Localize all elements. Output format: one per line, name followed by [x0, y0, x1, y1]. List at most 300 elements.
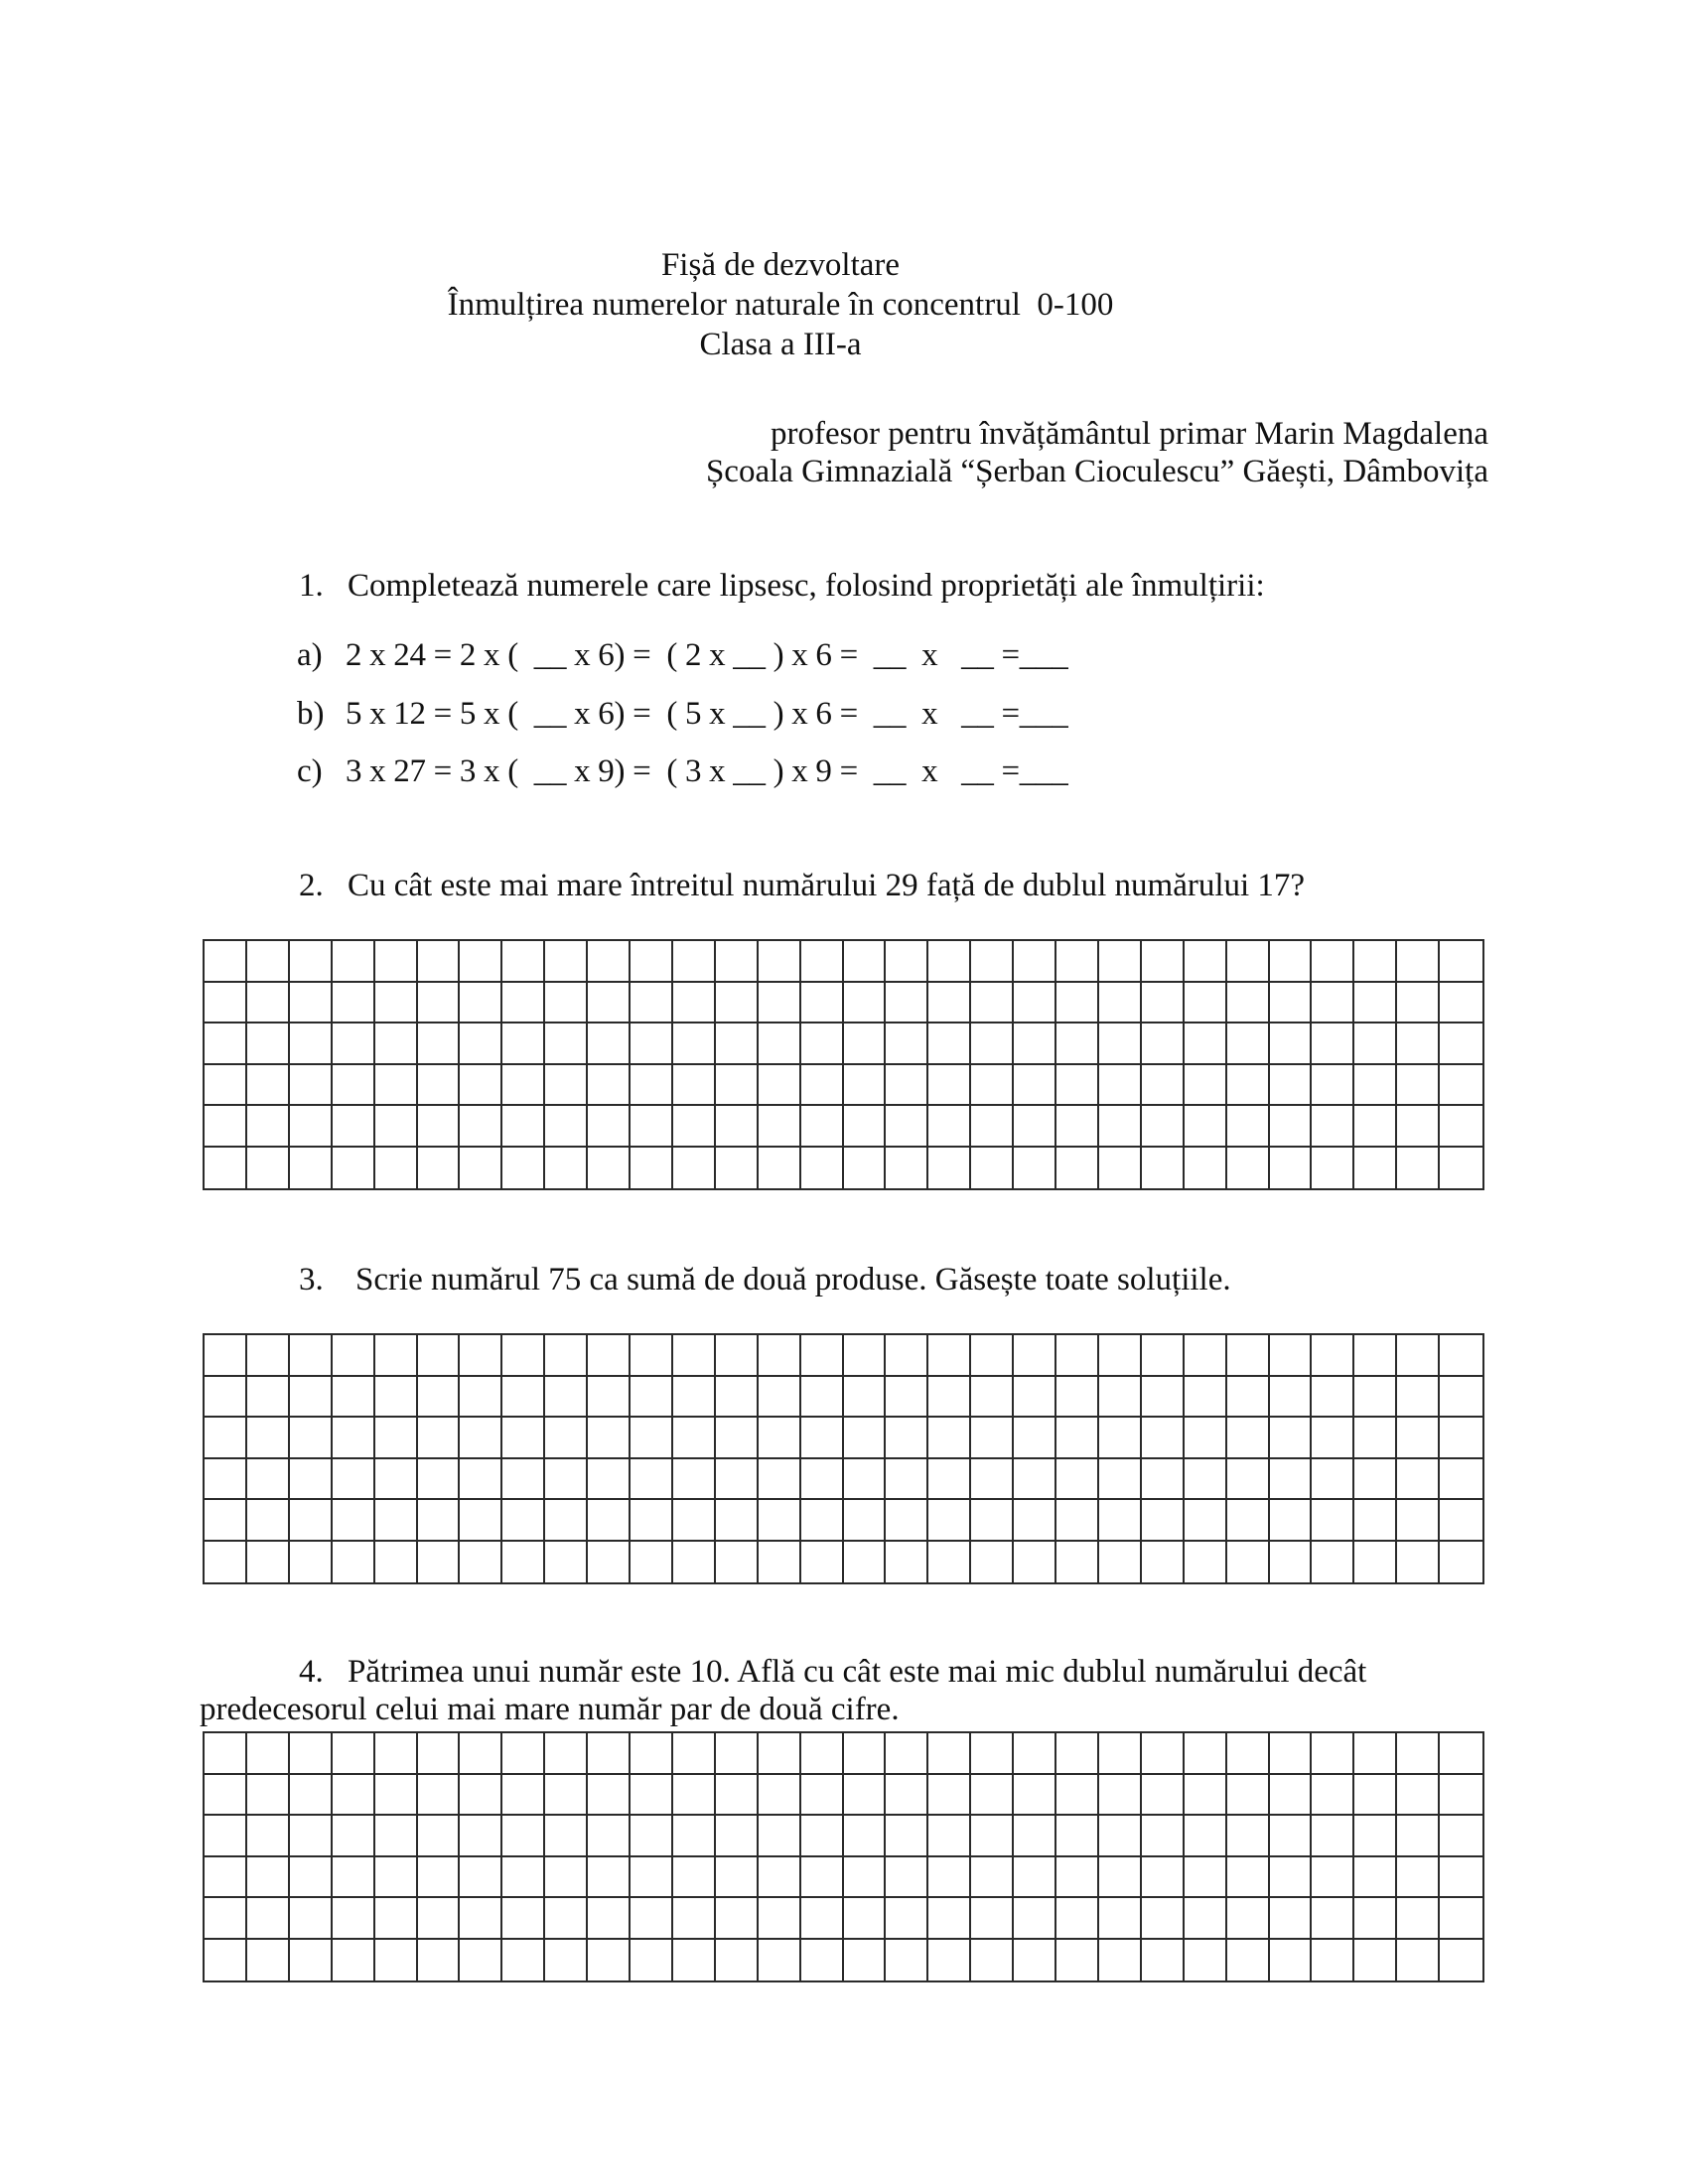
grid-cell[interactable] [801, 1065, 844, 1107]
grid-cell[interactable] [1312, 1733, 1354, 1775]
grid-cell[interactable] [333, 1816, 375, 1857]
grid-cell[interactable] [1397, 1500, 1440, 1542]
grid-cell[interactable] [1227, 1542, 1270, 1583]
grid-cell[interactable] [844, 1857, 887, 1899]
grid-cell[interactable] [545, 1065, 588, 1107]
grid-cell[interactable] [1099, 1898, 1142, 1940]
grid-cell[interactable] [1056, 941, 1099, 983]
grid-cell[interactable] [759, 1816, 801, 1857]
grid-cell[interactable] [844, 1733, 887, 1775]
grid-cell[interactable] [545, 1106, 588, 1148]
grid-cell[interactable] [460, 1106, 502, 1148]
grid-cell[interactable] [460, 1775, 502, 1817]
grid-cell[interactable] [1354, 983, 1397, 1024]
grid-cell[interactable] [1270, 1065, 1313, 1107]
grid-cell[interactable] [1185, 1733, 1227, 1775]
grid-cell[interactable] [375, 1940, 418, 1981]
grid-cell[interactable] [801, 1459, 844, 1501]
grid-cell[interactable] [1312, 1024, 1354, 1065]
grid-cell[interactable] [631, 1459, 673, 1501]
grid-cell[interactable] [1185, 1106, 1227, 1148]
grid-cell[interactable] [1056, 1065, 1099, 1107]
grid-cell[interactable] [801, 1816, 844, 1857]
grid-cell[interactable] [290, 1377, 333, 1419]
grid-cell[interactable] [333, 1418, 375, 1459]
grid-cell[interactable] [1440, 1418, 1482, 1459]
grid-cell[interactable] [1354, 1898, 1397, 1940]
grid-cell[interactable] [1056, 1106, 1099, 1148]
grid-cell[interactable] [1185, 1816, 1227, 1857]
grid-cell[interactable] [801, 1377, 844, 1419]
grid-cell[interactable] [290, 1148, 333, 1189]
grid-cell[interactable] [545, 1542, 588, 1583]
grid-cell[interactable] [716, 1106, 759, 1148]
grid-cell[interactable] [1185, 1418, 1227, 1459]
grid-cell[interactable] [1099, 1857, 1142, 1899]
grid-cell[interactable] [716, 1418, 759, 1459]
grid-cell[interactable] [1056, 1335, 1099, 1377]
grid-cell[interactable] [1354, 1377, 1397, 1419]
grid-cell[interactable] [971, 1733, 1014, 1775]
grid-cell[interactable] [1142, 1106, 1185, 1148]
grid-cell[interactable] [1227, 1857, 1270, 1899]
grid-cell[interactable] [1142, 1024, 1185, 1065]
grid-cell[interactable] [928, 1459, 971, 1501]
grid-cell[interactable] [1099, 1024, 1142, 1065]
grid-cell[interactable] [545, 1500, 588, 1542]
grid-cell[interactable] [1440, 1857, 1482, 1899]
grid-cell[interactable] [1227, 1377, 1270, 1419]
grid-cell[interactable] [759, 941, 801, 983]
grid-cell[interactable] [844, 1940, 887, 1981]
grid-cell[interactable] [1354, 1024, 1397, 1065]
grid-cell[interactable] [460, 1898, 502, 1940]
grid-cell[interactable] [1227, 1733, 1270, 1775]
grid-cell[interactable] [1142, 1898, 1185, 1940]
grid-cell[interactable] [886, 1775, 928, 1817]
grid-cell[interactable] [460, 1335, 502, 1377]
grid-cell[interactable] [502, 1418, 545, 1459]
grid-cell[interactable] [1056, 1775, 1099, 1817]
grid-cell[interactable] [801, 1500, 844, 1542]
grid-cell[interactable] [844, 1065, 887, 1107]
grid-cell[interactable] [631, 1500, 673, 1542]
grid-cell[interactable] [759, 983, 801, 1024]
grid-cell[interactable] [1227, 1418, 1270, 1459]
grid-cell[interactable] [333, 1459, 375, 1501]
grid-cell[interactable] [460, 1024, 502, 1065]
grid-cell[interactable] [588, 1065, 631, 1107]
grid-cell[interactable] [928, 1857, 971, 1899]
grid-cell[interactable] [928, 1106, 971, 1148]
grid-cell[interactable] [971, 1898, 1014, 1940]
grid-cell[interactable] [1014, 1377, 1056, 1419]
grid-cell[interactable] [1312, 983, 1354, 1024]
grid-cell[interactable] [1185, 1065, 1227, 1107]
grid-cell[interactable] [1397, 1148, 1440, 1189]
grid-cell[interactable] [844, 1775, 887, 1817]
grid-cell[interactable] [1099, 1459, 1142, 1501]
grid-cell[interactable] [716, 1459, 759, 1501]
grid-cell[interactable] [1185, 1542, 1227, 1583]
grid-cell[interactable] [1312, 1857, 1354, 1899]
grid-cell[interactable] [1099, 1065, 1142, 1107]
grid-cell[interactable] [1099, 941, 1142, 983]
grid-cell[interactable] [375, 1377, 418, 1419]
grid-cell[interactable] [247, 1065, 290, 1107]
grid-cell[interactable] [460, 1857, 502, 1899]
grid-cell[interactable] [1099, 1940, 1142, 1981]
grid-cell[interactable] [673, 1148, 716, 1189]
grid-cell[interactable] [375, 941, 418, 983]
grid-cell[interactable] [759, 1940, 801, 1981]
grid-cell[interactable] [631, 1733, 673, 1775]
grid-cell[interactable] [759, 1857, 801, 1899]
grid-cell[interactable] [886, 1459, 928, 1501]
grid-cell[interactable] [928, 1418, 971, 1459]
grid-cell[interactable] [375, 1459, 418, 1501]
grid-cell[interactable] [971, 1940, 1014, 1981]
grid-cell[interactable] [1142, 1733, 1185, 1775]
grid-cell[interactable] [418, 1857, 461, 1899]
grid-cell[interactable] [801, 1148, 844, 1189]
grid-cell[interactable] [1354, 1418, 1397, 1459]
grid-cell[interactable] [1142, 1816, 1185, 1857]
grid-cell[interactable] [1440, 1898, 1482, 1940]
grid-cell[interactable] [460, 1065, 502, 1107]
grid-cell[interactable] [588, 1940, 631, 1981]
grid-cell[interactable] [886, 1335, 928, 1377]
grid-cell[interactable] [801, 1733, 844, 1775]
grid-cell[interactable] [333, 1542, 375, 1583]
grid-cell[interactable] [460, 1542, 502, 1583]
grid-cell[interactable] [673, 1065, 716, 1107]
grid-cell[interactable] [205, 1418, 247, 1459]
grid-cell[interactable] [333, 1335, 375, 1377]
grid-cell[interactable] [1142, 1418, 1185, 1459]
grid-cell[interactable] [759, 1418, 801, 1459]
grid-cell[interactable] [460, 1377, 502, 1419]
grid-cell[interactable] [460, 1940, 502, 1981]
grid-cell[interactable] [1056, 983, 1099, 1024]
grid-cell[interactable] [502, 1542, 545, 1583]
grid-cell[interactable] [545, 1377, 588, 1419]
grid-cell[interactable] [290, 1857, 333, 1899]
grid-cell[interactable] [1099, 1733, 1142, 1775]
grid-cell[interactable] [716, 1898, 759, 1940]
grid-cell[interactable] [502, 1065, 545, 1107]
grid-cell[interactable] [460, 941, 502, 983]
grid-cell[interactable] [545, 1024, 588, 1065]
grid-cell[interactable] [333, 1148, 375, 1189]
grid-cell[interactable] [1397, 983, 1440, 1024]
grid-cell[interactable] [375, 1733, 418, 1775]
grid-cell[interactable] [588, 1024, 631, 1065]
grid-cell[interactable] [247, 1024, 290, 1065]
grid-cell[interactable] [502, 1940, 545, 1981]
grid-cell[interactable] [205, 1377, 247, 1419]
grid-cell[interactable] [1312, 1775, 1354, 1817]
grid-cell[interactable] [588, 1898, 631, 1940]
grid-cell[interactable] [886, 1148, 928, 1189]
grid-cell[interactable] [588, 983, 631, 1024]
grid-cell[interactable] [844, 1500, 887, 1542]
grid-cell[interactable] [205, 1459, 247, 1501]
grid-cell[interactable] [1227, 1500, 1270, 1542]
grid-cell[interactable] [886, 1816, 928, 1857]
grid-cell[interactable] [588, 1775, 631, 1817]
grid-cell[interactable] [588, 1148, 631, 1189]
grid-cell[interactable] [759, 1459, 801, 1501]
grid-cell[interactable] [1227, 1065, 1270, 1107]
grid-cell[interactable] [247, 1459, 290, 1501]
grid-cell[interactable] [1099, 1542, 1142, 1583]
grid-cell[interactable] [588, 1459, 631, 1501]
grid-cell[interactable] [801, 941, 844, 983]
grid-cell[interactable] [673, 1775, 716, 1817]
grid-cell[interactable] [1312, 1542, 1354, 1583]
grid-cell[interactable] [673, 1377, 716, 1419]
grid-cell[interactable] [759, 1024, 801, 1065]
grid-cell[interactable] [801, 1857, 844, 1899]
grid-cell[interactable] [418, 1065, 461, 1107]
grid-cell[interactable] [1056, 1148, 1099, 1189]
grid-cell[interactable] [886, 941, 928, 983]
grid-cell[interactable] [1142, 1335, 1185, 1377]
grid-cell[interactable] [375, 1542, 418, 1583]
grid-cell[interactable] [1354, 1940, 1397, 1981]
grid-cell[interactable] [333, 1857, 375, 1899]
grid-cell[interactable] [1354, 1500, 1397, 1542]
grid-cell[interactable] [631, 1377, 673, 1419]
grid-cell[interactable] [460, 1148, 502, 1189]
grid-cell[interactable] [290, 1733, 333, 1775]
grid-cell[interactable] [1312, 1335, 1354, 1377]
grid-cell[interactable] [247, 983, 290, 1024]
grid-cell[interactable] [971, 1459, 1014, 1501]
grid-cell[interactable] [502, 1106, 545, 1148]
grid-cell[interactable] [1270, 1148, 1313, 1189]
grid-cell[interactable] [1440, 1459, 1482, 1501]
grid-cell[interactable] [1014, 1418, 1056, 1459]
grid-cell[interactable] [1440, 1940, 1482, 1981]
grid-cell[interactable] [1312, 1065, 1354, 1107]
grid-cell[interactable] [1270, 1459, 1313, 1501]
grid-cell[interactable] [418, 1775, 461, 1817]
grid-cell[interactable] [631, 1898, 673, 1940]
grid-cell[interactable] [844, 1816, 887, 1857]
grid-cell[interactable] [1354, 1065, 1397, 1107]
grid-cell[interactable] [1270, 1940, 1313, 1981]
grid-cell[interactable] [1227, 1816, 1270, 1857]
grid-cell[interactable] [1014, 1065, 1056, 1107]
grid-cell[interactable] [502, 1024, 545, 1065]
grid-cell[interactable] [205, 1024, 247, 1065]
grid-cell[interactable] [631, 1940, 673, 1981]
grid-cell[interactable] [290, 941, 333, 983]
grid-cell[interactable] [928, 1024, 971, 1065]
grid-cell[interactable] [1014, 1898, 1056, 1940]
grid-cell[interactable] [205, 1816, 247, 1857]
grid-cell[interactable] [886, 1418, 928, 1459]
grid-cell[interactable] [1056, 1418, 1099, 1459]
grid-cell[interactable] [375, 1148, 418, 1189]
grid-cell[interactable] [1397, 1106, 1440, 1148]
grid-cell[interactable] [971, 1335, 1014, 1377]
grid-cell[interactable] [971, 1024, 1014, 1065]
grid-cell[interactable] [247, 1542, 290, 1583]
grid-cell[interactable] [673, 1459, 716, 1501]
grid-cell[interactable] [1397, 1024, 1440, 1065]
grid-cell[interactable] [971, 1418, 1014, 1459]
grid-cell[interactable] [928, 1065, 971, 1107]
grid-cell[interactable] [1099, 1377, 1142, 1419]
grid-cell[interactable] [844, 1377, 887, 1419]
grid-cell[interactable] [502, 1816, 545, 1857]
grid-cell[interactable] [1440, 1816, 1482, 1857]
grid-cell[interactable] [1440, 1377, 1482, 1419]
grid-cell[interactable] [1270, 1857, 1313, 1899]
grid-cell[interactable] [673, 983, 716, 1024]
grid-cell[interactable] [375, 983, 418, 1024]
grid-cell[interactable] [673, 1857, 716, 1899]
grid-cell[interactable] [716, 983, 759, 1024]
grid-cell[interactable] [844, 1418, 887, 1459]
grid-cell[interactable] [1270, 1542, 1313, 1583]
grid-cell[interactable] [971, 983, 1014, 1024]
grid-cell[interactable] [333, 1733, 375, 1775]
grid-cell[interactable] [1397, 941, 1440, 983]
grid-cell[interactable] [844, 1335, 887, 1377]
grid-cell[interactable] [247, 1816, 290, 1857]
grid-cell[interactable] [290, 1024, 333, 1065]
grid-cell[interactable] [801, 1775, 844, 1817]
grid-cell[interactable] [759, 1106, 801, 1148]
grid-cell[interactable] [716, 1500, 759, 1542]
grid-cell[interactable] [205, 1148, 247, 1189]
grid-cell[interactable] [290, 1775, 333, 1817]
grid-cell[interactable] [673, 941, 716, 983]
grid-cell[interactable] [1312, 1148, 1354, 1189]
grid-cell[interactable] [205, 1857, 247, 1899]
grid-cell[interactable] [1227, 983, 1270, 1024]
grid-cell[interactable] [1056, 1542, 1099, 1583]
grid-cell[interactable] [375, 1418, 418, 1459]
grid-cell[interactable] [205, 1335, 247, 1377]
grid-cell[interactable] [844, 1459, 887, 1501]
grid-cell[interactable] [247, 1733, 290, 1775]
grid-cell[interactable] [290, 1816, 333, 1857]
grid-cell[interactable] [1312, 1500, 1354, 1542]
grid-cell[interactable] [1014, 1857, 1056, 1899]
grid-cell[interactable] [759, 1733, 801, 1775]
grid-cell[interactable] [673, 1024, 716, 1065]
grid-cell[interactable] [375, 1857, 418, 1899]
grid-cell[interactable] [1227, 1898, 1270, 1940]
grid-cell[interactable] [928, 1898, 971, 1940]
grid-cell[interactable] [418, 1106, 461, 1148]
grid-cell[interactable] [1397, 1542, 1440, 1583]
grid-cell[interactable] [333, 983, 375, 1024]
grid-cell[interactable] [1227, 1940, 1270, 1981]
grid-cell[interactable] [928, 1377, 971, 1419]
grid-cell[interactable] [1270, 1733, 1313, 1775]
grid-cell[interactable] [545, 1898, 588, 1940]
grid-cell[interactable] [1142, 1459, 1185, 1501]
grid-cell[interactable] [1312, 1106, 1354, 1148]
grid-cell[interactable] [1270, 1418, 1313, 1459]
grid-cell[interactable] [205, 1106, 247, 1148]
grid-cell[interactable] [1014, 941, 1056, 983]
grid-cell[interactable] [631, 1335, 673, 1377]
grid-cell[interactable] [375, 1106, 418, 1148]
grid-cell[interactable] [418, 1335, 461, 1377]
grid-cell[interactable] [375, 1816, 418, 1857]
grid-cell[interactable] [588, 1857, 631, 1899]
grid-cell[interactable] [1014, 1148, 1056, 1189]
grid-cell[interactable] [290, 1065, 333, 1107]
grid-cell[interactable] [502, 1459, 545, 1501]
grid-cell[interactable] [1056, 1500, 1099, 1542]
grid-cell[interactable] [1014, 1459, 1056, 1501]
grid-cell[interactable] [418, 1418, 461, 1459]
grid-cell[interactable] [1354, 1775, 1397, 1817]
grid-cell[interactable] [928, 1500, 971, 1542]
grid-cell[interactable] [844, 1148, 887, 1189]
grid-cell[interactable] [631, 941, 673, 983]
grid-cell[interactable] [1185, 1024, 1227, 1065]
grid-cell[interactable] [1397, 1418, 1440, 1459]
grid-cell[interactable] [1099, 1335, 1142, 1377]
grid-cell[interactable] [1440, 1335, 1482, 1377]
grid-cell[interactable] [205, 1940, 247, 1981]
grid-cell[interactable] [1397, 1898, 1440, 1940]
grid-cell[interactable] [631, 1542, 673, 1583]
grid-cell[interactable] [1185, 983, 1227, 1024]
grid-cell[interactable] [971, 1542, 1014, 1583]
grid-cell[interactable] [1056, 1816, 1099, 1857]
grid-cell[interactable] [588, 1335, 631, 1377]
grid-cell[interactable] [1099, 1106, 1142, 1148]
grid-cell[interactable] [1014, 1500, 1056, 1542]
grid-cell[interactable] [1099, 1816, 1142, 1857]
grid-cell[interactable] [460, 1459, 502, 1501]
grid-cell[interactable] [1354, 1335, 1397, 1377]
grid-cell[interactable] [631, 1148, 673, 1189]
grid-cell[interactable] [247, 1106, 290, 1148]
grid-cell[interactable] [631, 1775, 673, 1817]
grid-cell[interactable] [1312, 1898, 1354, 1940]
grid-cell[interactable] [844, 1542, 887, 1583]
grid-cell[interactable] [1440, 983, 1482, 1024]
grid-cell[interactable] [1227, 1148, 1270, 1189]
grid-cell[interactable] [545, 1857, 588, 1899]
grid-cell[interactable] [928, 1775, 971, 1817]
grid-cell[interactable] [844, 1898, 887, 1940]
grid-cell[interactable] [886, 1542, 928, 1583]
grid-cell[interactable] [1227, 1106, 1270, 1148]
grid-cell[interactable] [1397, 1733, 1440, 1775]
grid-cell[interactable] [1014, 1775, 1056, 1817]
grid-cell[interactable] [333, 1106, 375, 1148]
grid-cell[interactable] [1312, 1418, 1354, 1459]
grid-cell[interactable] [1270, 1500, 1313, 1542]
grid-cell[interactable] [1099, 1500, 1142, 1542]
grid-cell[interactable] [886, 1500, 928, 1542]
grid-cell[interactable] [1440, 1733, 1482, 1775]
grid-cell[interactable] [1312, 1816, 1354, 1857]
grid-cell[interactable] [375, 1898, 418, 1940]
